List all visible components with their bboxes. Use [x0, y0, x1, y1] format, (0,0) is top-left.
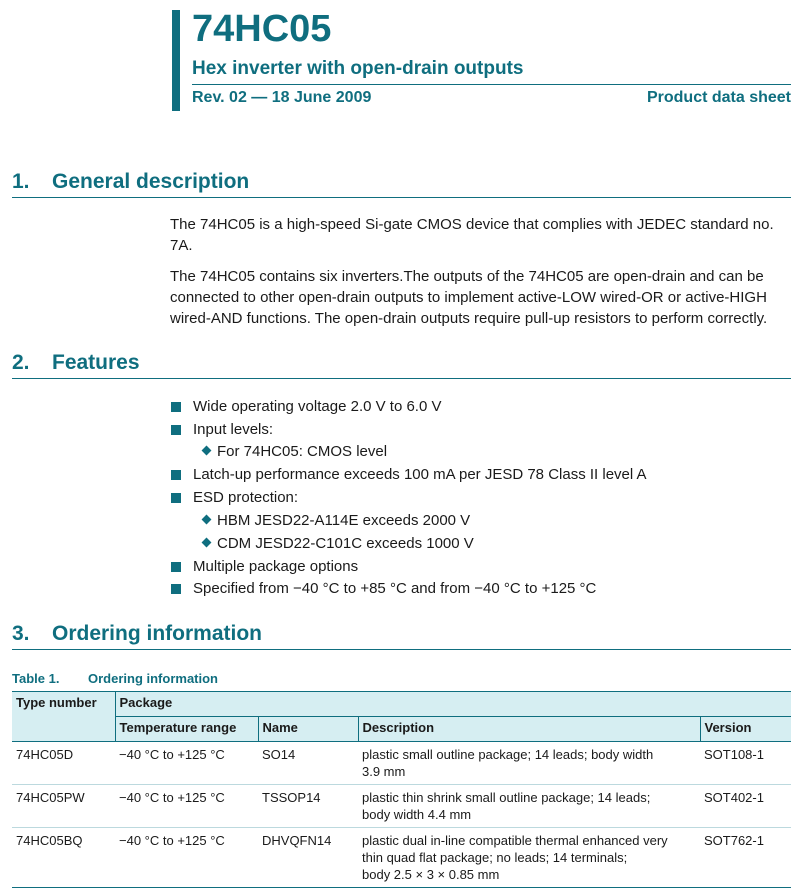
description-line: plastic thin shrink small outline package; 14 leads; [362, 790, 651, 805]
cell-description [358, 742, 700, 785]
table-label: Table 1. [12, 671, 60, 686]
table-row [12, 785, 791, 828]
table-row [12, 828, 791, 888]
header-version: Version [700, 717, 791, 742]
table-subheader-row [12, 717, 791, 742]
section-number: 3. [12, 622, 30, 645]
header-description: Description [358, 717, 700, 742]
header-temperature-range: Temperature range [115, 717, 258, 742]
diamond-bullet-icon [202, 446, 212, 456]
cell-version: SOT762-1 [700, 828, 791, 888]
header-accent-bar [172, 10, 180, 111]
diamond-bullet-icon [202, 538, 212, 548]
cell-version: SOT108-1 [700, 742, 791, 785]
description-line: thin quad flat package; no leads; 14 terminals; [362, 850, 628, 865]
square-bullet-icon [171, 584, 181, 594]
document-title: 74HC05 [192, 8, 332, 50]
feature-item: Wide operating voltage 2.0 V to 6.0 V [193, 398, 442, 415]
square-bullet-icon [171, 562, 181, 572]
paragraph: The 74HC05 contains six inverters.The outputs of the 74HC05 are open-drain and can be connected to other open-drain outputs to implement active-LOW wired-OR or active-HIGH wired-AND functions. The open-drain outputs require pull-up resistors to perform correctly. [170, 268, 768, 327]
description-line: plastic small outline package; 14 leads; body width [362, 747, 654, 762]
square-bullet-icon [171, 493, 181, 503]
diamond-bullet-icon [202, 515, 212, 525]
document-subtitle: Hex inverter with open-drain outputs [192, 58, 524, 79]
feature-subitem: CDM JESD22-C101C exceeds 1000 V [217, 535, 474, 552]
cell-name: DHVQFN14 [258, 828, 358, 888]
section-title: Features [52, 351, 140, 374]
cell-name: TSSOP14 [258, 785, 358, 828]
cell-type: 74HC05BQ [12, 828, 115, 888]
section-title: Ordering information [52, 622, 262, 645]
feature-item: Latch-up performance exceeds 100 mA per JESD 78 Class II level A [193, 466, 647, 483]
cell-name: SO14 [258, 742, 358, 785]
feature-item: Input levels: [193, 421, 274, 438]
section-heading-features [12, 350, 791, 379]
cell-description [358, 828, 700, 888]
paragraph: The 74HC05 is a high-speed Si-gate CMOS device that complies with JEDEC standard no. 7A. [170, 216, 774, 254]
ordering-table [12, 691, 791, 888]
header-name: Name [258, 717, 358, 742]
header-type-number: Type number [12, 692, 115, 742]
feature-item: ESD protection: [193, 489, 299, 506]
section-title: General description [52, 170, 250, 193]
cell-temperature: −40 °C to +125 °C [115, 785, 258, 828]
cell-type: 74HC05D [12, 742, 115, 785]
section-heading-ordering-information [12, 621, 791, 650]
square-bullet-icon [171, 425, 181, 435]
document-type: Product data sheet [646, 89, 791, 106]
cell-type: 74HC05PW [12, 785, 115, 828]
feature-subitem: For 74HC05: CMOS level [217, 443, 388, 460]
section-number: 2. [12, 351, 30, 374]
table-caption [12, 671, 218, 687]
description-line: 3.9 mm [362, 764, 406, 779]
section-heading-general-description [12, 169, 791, 198]
table-header-row [12, 692, 791, 717]
feature-item: Specified from −40 °C to +85 °C and from −40 °C to +125 °C [193, 580, 597, 597]
cell-description [358, 785, 700, 828]
revision-info: Rev. 02 — 18 June 2009 [192, 89, 372, 106]
table-row [12, 742, 791, 785]
section-number: 1. [12, 170, 30, 193]
square-bullet-icon [171, 470, 181, 480]
square-bullet-icon [171, 402, 181, 412]
description-line: body 2.5 × 3 × 0.85 mm [362, 867, 500, 882]
header-package: Package [115, 692, 791, 717]
feature-item: Multiple package options [193, 558, 359, 575]
table-title: Ordering information [88, 671, 218, 686]
feature-subitem: HBM JESD22-A114E exceeds 2000 V [217, 512, 471, 529]
description-line: plastic dual in-line compatible thermal enhanced very [362, 833, 668, 848]
cell-temperature: −40 °C to +125 °C [115, 742, 258, 785]
description-line: body width 4.4 mm [362, 807, 472, 822]
header-rule [192, 84, 791, 85]
cell-version: SOT402-1 [700, 785, 791, 828]
cell-temperature: −40 °C to +125 °C [115, 828, 258, 888]
